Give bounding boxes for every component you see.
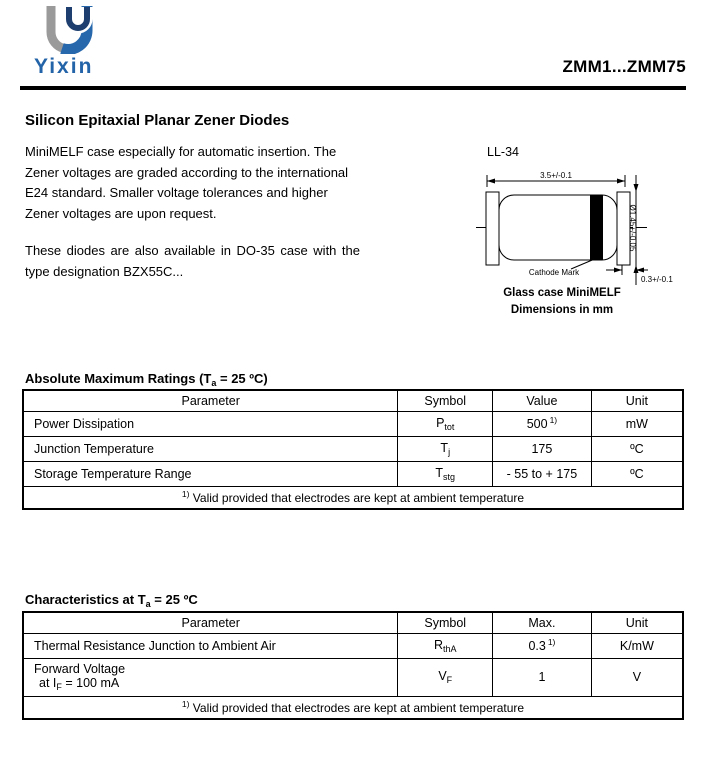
footnote-cell [23,696,683,719]
symbol-cell [398,633,493,658]
value-text: 500 [526,417,548,432]
symbol-base: R [433,637,443,652]
value-cell [493,411,592,436]
symbol-base: V [438,669,447,683]
condition-text: at I [39,676,57,690]
unit-cell: V [591,658,683,696]
col-header-max: Max. [493,612,592,633]
brand-wordmark: Yixin [34,55,94,78]
characteristics-table [22,611,684,720]
table-row [23,633,683,658]
col-header-parameter: Parameter [23,390,398,411]
intro-paragraph-1: MiniMELF case especially for automatic insertion. The Zener voltages are graded according to the international E24 standard. Smaller voltage tolerances and higher Zener voltages are upon request. [25,144,349,221]
header-divider [20,86,686,90]
parameter-cell: Power Dissipation [23,411,398,436]
symbol-base: P [436,415,445,430]
parameter-cell [23,658,398,696]
symbol-cell [398,436,493,461]
cathode-mark-label: Cathode Mark [528,268,580,277]
value-cell [493,633,592,658]
footnote-row [23,696,683,719]
cathode-band [590,196,603,260]
package-outline-diagram [470,167,707,292]
dim-diameter-label: Ø1.45+/-0.05 [628,204,637,252]
condition-subscript: F [56,682,62,692]
parameter-cell: Storage Temperature Range [23,461,398,486]
footnote-marker: 1) [181,489,190,500]
symbol-subscript: F [446,675,453,685]
dim-length-label: 3.5+/-0.1 [540,171,572,180]
arrow-right-icon [617,179,625,184]
caption-text: = 25 ºC [150,592,198,607]
caption-subscript: a [145,599,151,609]
col-header-symbol: Symbol [398,612,493,633]
yixin-logo-icon [42,6,106,54]
caption-subscript: a [211,378,217,388]
symbol-subscript: j [448,446,451,457]
value-cell: - 55 to + 175 [493,461,592,486]
ratings-table-caption [25,371,268,388]
col-header-unit: Unit [591,612,683,633]
symbol-subscript: thA [443,643,457,654]
col-header-value: Value [493,390,592,411]
caption-text: = 25 ºC) [216,371,268,386]
unit-cell: ºC [591,461,683,486]
unit-cell: ºC [591,436,683,461]
part-number-title: ZMM1...ZMM75 [562,57,686,76]
table-row [23,461,683,486]
table-row [23,658,683,696]
footnote-marker: 1) [181,699,190,710]
arrow-down-icon [634,184,639,192]
col-header-parameter: Parameter [23,612,398,633]
symbol-subscript: tot [444,421,455,432]
parameter-cell: Thermal Resistance Junction to Ambient Air [23,633,398,658]
parameter-line1: Forward Voltage [34,662,126,676]
symbol-cell [398,461,493,486]
footnote-text: Valid provided that electrodes are kept at ambient temperature [189,701,525,716]
caption-text: Characteristics at T [25,592,146,607]
value-text: 0.3 [528,639,546,654]
package-name-label: LL-34 [487,145,519,159]
parameter-cell: Junction Temperature [23,436,398,461]
symbol-subscript: stg [443,471,456,482]
symbol-cell [398,411,493,436]
value-cell: 175 [493,436,592,461]
unit-cell: K/mW [591,633,683,658]
dim-cap-label: 0.3+/-0.1 [641,275,673,284]
caption-text: Absolute Maximum Ratings (T [25,371,212,386]
footnote-text: Valid provided that electrodes are kept at ambient temperature [189,491,525,506]
value-superscript: 1) [549,415,558,426]
parameter-line2 [34,676,395,692]
table-row [23,411,683,436]
symbol-base: T [435,465,444,480]
table-row [23,436,683,461]
unit-cell: mW [591,411,683,436]
value-superscript: 1) [547,637,556,648]
condition-text: = 100 mA [61,676,120,690]
symbol-base: T [440,440,449,455]
intro-paragraph-2: These diodes are also available in DO-35 case with the type designation BZX55C... [25,243,360,279]
page-title: Silicon Epitaxial Planar Zener Diodes [25,112,290,129]
arrow-left-icon [487,179,495,184]
characteristics-table-caption [25,592,198,609]
package-caption-line2: Dimensions in mm [510,304,614,316]
brand-logo [34,6,154,79]
footnote-row [23,486,683,509]
value-cell: 1 [493,658,592,696]
footnote-cell [23,486,683,509]
package-caption-line1: Glass case MiniMELF [503,287,621,299]
arrow-right-icon [614,268,622,273]
table-header-row [23,390,683,411]
arrow-up-icon [634,265,639,273]
symbol-cell [398,658,493,696]
table-header-row [23,612,683,633]
absolute-maximum-ratings-table [22,389,684,510]
col-header-unit: Unit [591,390,683,411]
col-header-symbol: Symbol [398,390,493,411]
left-end-cap [486,192,499,265]
